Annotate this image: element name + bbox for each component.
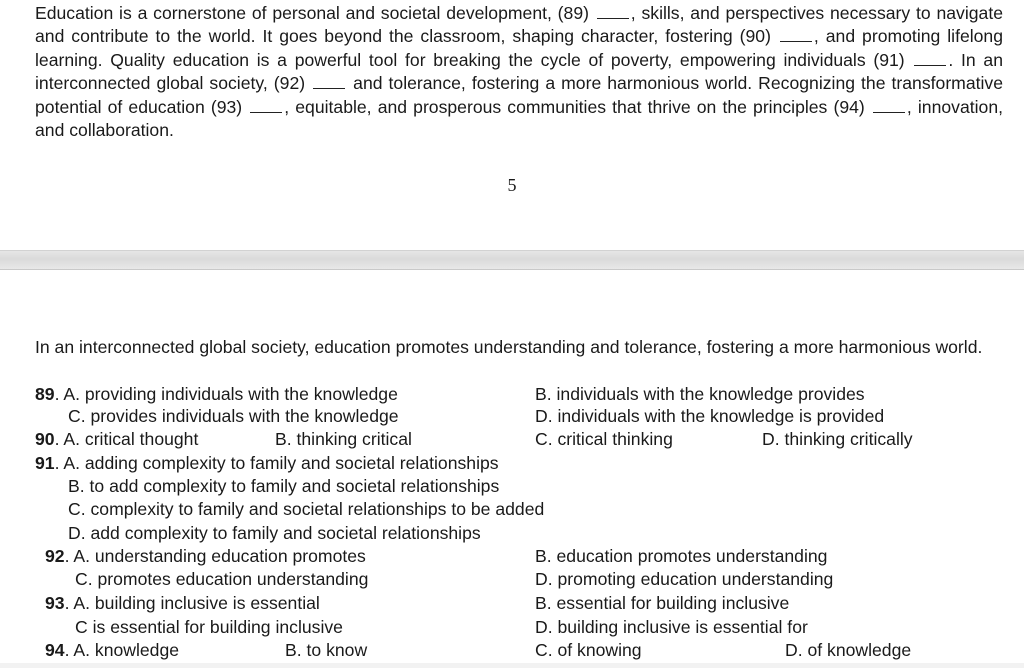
question-93-option-a: 93. A. building inclusive is essential (45, 593, 320, 613)
question-91-option-b: B. to add complexity to family and societal relationships (68, 476, 500, 496)
passage-text-6: , equitable, and prosperous communities that thrive on the principles (94) (284, 96, 865, 117)
option-text: A. knowledge (73, 640, 180, 660)
blank-93 (250, 111, 282, 113)
blank-91 (914, 64, 946, 66)
option-text: A. adding complexity to family and societal relationships (63, 453, 499, 473)
question-92-option-c: C. promotes education understanding (75, 569, 369, 589)
question-92-number: 92 (45, 546, 65, 566)
question-91-option-a: 91. A. adding complexity to family and societal relationships (35, 453, 499, 473)
blank-90 (780, 40, 812, 42)
question-94-number: 94 (45, 640, 65, 660)
question-89-number: 89 (35, 384, 55, 404)
option-text: A. critical thought (63, 429, 199, 449)
question-90-option-b: B. thinking critical (275, 429, 412, 449)
question-92-option-b: B. education promotes understanding (535, 546, 828, 566)
question-92-option-d: D. promoting education understanding (535, 569, 834, 589)
question-93-option-d: D. building inclusive is essential for (535, 617, 808, 637)
question-89-option-c: C. provides individuals with the knowledge (68, 406, 399, 426)
question-89-option-b: B. individuals with the knowledge provides (535, 384, 865, 404)
option-text: A. providing individuals with the knowledge (63, 384, 398, 404)
option-text: A. building inclusive is essential (73, 593, 320, 613)
question-89-option-a: 89. A. providing individuals with the knowledge (35, 384, 398, 404)
question-92-option-a: 92. A. understanding education promotes (45, 546, 366, 566)
question-90-number: 90 (35, 429, 55, 449)
question-94-option-d: D. of knowledge (785, 640, 912, 660)
passage-text-1: Education is a cornerstone of personal and societal development, (89) (35, 3, 589, 23)
question-93-option-c: C is essential for building inclusive (75, 617, 343, 637)
question-91-option-c: C. complexity to family and societal relationships to be added (68, 499, 545, 519)
blank-92 (313, 87, 345, 89)
option-text: A. understanding education promotes (73, 546, 366, 566)
answer-intro: In an interconnected global society, education promotes understanding and tolerance, fostering a more harmonious world. (35, 337, 983, 357)
question-93-number: 93 (45, 593, 65, 613)
question-90-option-c: C. critical thinking (535, 429, 673, 449)
blank-89 (597, 17, 629, 19)
page-separator (0, 250, 1024, 270)
page-number: 5 (507, 175, 517, 195)
passage-paragraph (35, 2, 1003, 142)
question-91-option-d: D. add complexity to family and societal relationships (68, 523, 481, 543)
question-94-option-c: C. of knowing (535, 640, 642, 660)
passage-text-4: . In an interconnected global society, (92) (35, 49, 1003, 94)
page-top (0, 0, 1024, 250)
question-93-option-b: B. essential for building inclusive (535, 593, 790, 613)
passage-text-5: and tolerance, fostering a more harmonious world. Recognizing the transformative potential of education (93) (35, 73, 1003, 117)
blank-94 (873, 111, 905, 113)
question-90-option-d: D. thinking critically (762, 429, 913, 449)
question-94-option-b: B. to know (285, 640, 368, 660)
question-94-option-a: 94. A. knowledge (45, 640, 180, 660)
question-90-option-a: 90. A. critical thought (35, 429, 199, 449)
passage-text-7: , innovation, and collaboration. (35, 96, 1003, 141)
bottom-edge (0, 663, 1024, 668)
passage-text-2: , skills, and perspectives necessary to navigate and contribute to the world. It goes beyond the classroom, shaping character, fostering (90) (35, 3, 1003, 47)
passage-text-3: , and promoting lifelong learning. Quality education is a powerful tool for breaking the cycle of poverty, empowering individuals (91) (35, 26, 1004, 70)
question-91-number: 91 (35, 453, 55, 473)
question-89-option-d: D. individuals with the knowledge is provided (535, 406, 885, 426)
